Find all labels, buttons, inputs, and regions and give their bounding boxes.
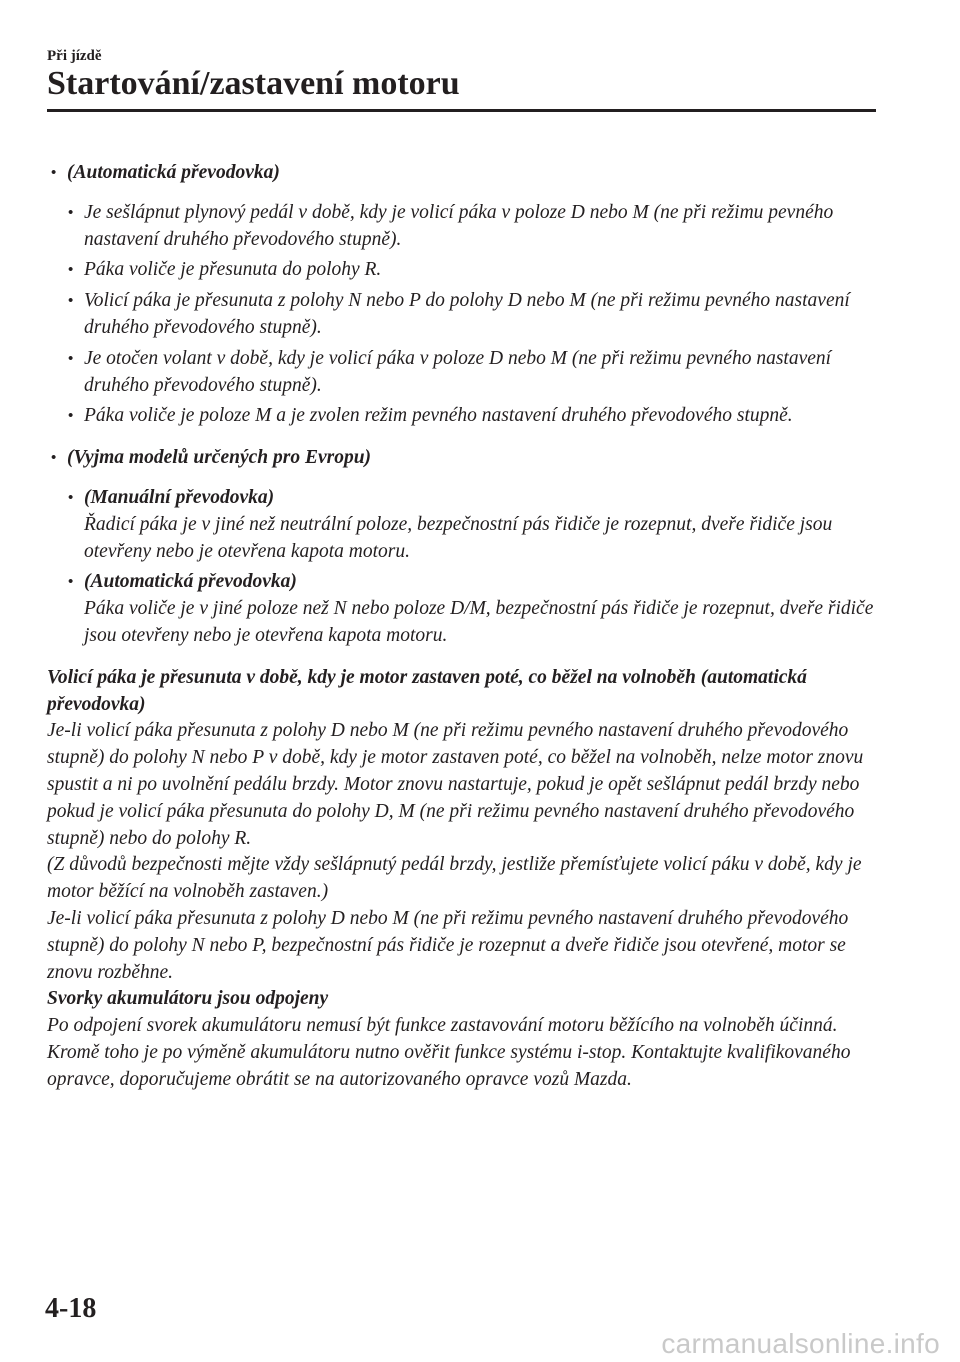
list-item-text: Je otočen volant v době, kdy je volicí páka v poloze D nebo M (ne při režimu pevného nastavení druhého převodového stupně). (84, 347, 832, 396)
paragraph: (Z důvodů bezpečnosti mějte vždy sešlápnutý pedál brzdy, jestliže přemísťujete volicí páku v době, kdy je motor běžící na volnoběh zastaven.) (47, 854, 862, 903)
group-heading: (Vyjma modelů určených pro Evropu) (67, 447, 372, 469)
bullet-icon: • (68, 489, 74, 506)
bullet-icon: • (51, 450, 57, 467)
list-item-text: Páka voliče je v jiné poloze než N nebo poloze D/M, bezpečnostní pás řidiče je rozepnut, dveře řidiče jsou otevřeny nebo je otevřena kapota motoru. (84, 598, 874, 646)
list-item-text: Páka voliče je přesunuta do polohy R. (84, 259, 382, 281)
paragraph: Po odpojení svorek akumulátoru nemusí být funkce zastavování motoru běžícího na volnoběh účinná. Kromě toho je po výměně akumulátoru nutno ověřit funkce systému i-stop. Kontaktujte kvalifikovaného opravce, doporučujeme obrátit se na autorizovaného opravce vozů Mazda. (47, 1015, 851, 1090)
bullet-icon: • (68, 262, 74, 279)
list-item (47, 200, 887, 254)
list-item-text: Řadicí páka je v jiné než neutrální poloze, bezpečnostní pás řidiče je rozepnut, dveře řidiče jsou otevřeny nebo je otevřena kapota motoru. (84, 513, 833, 562)
list-item-text: Páka voliče je poloze M a je zvolen režim pevného nastavení druhého převodového stupně. (84, 405, 793, 427)
list-item-text: Je sešlápnut plynový pedál v době, kdy je volicí páka v poloze D nebo M (ne při režimu pevného nastavení druhého převodového stupně). (84, 201, 834, 250)
content (47, 160, 887, 1094)
list-item (47, 403, 887, 430)
subgroup-heading: (Manuální převodovka) (84, 486, 275, 508)
list-item (47, 569, 887, 649)
section-heading: Volicí páka je přesunuta v době, kdy je motor zastaven poté, co běžel na volnoběh (automatická převodovka) (47, 666, 807, 715)
page-number: 4-18 (45, 1293, 97, 1324)
list-item (47, 445, 887, 472)
bullet-icon: • (68, 293, 74, 310)
page-title: Startování/zastavení motoru (47, 65, 460, 102)
bullet-icon: • (68, 204, 74, 221)
watermark: carmanualsonline.info (661, 1328, 940, 1359)
list-item-text: Volicí páka je přesunuta z polohy N nebo P do polohy D nebo M (ne při režimu pevného nastavení druhého převodového stupně). (84, 290, 850, 338)
paragraph: Je-li volicí páka přesunuta z polohy D nebo M (ne při režimu pevného nastavení druhého převodového stupně) do polohy N nebo P, bezpečnostní pás řidiče je rozepnut a dveře řidiče jsou otevřené, motor se znovu rozběhne. (47, 907, 849, 983)
list-item (47, 346, 887, 400)
list-item (47, 160, 887, 187)
title-rule (47, 109, 876, 112)
section-label: Při jízdě (47, 48, 102, 64)
section-heading: Svorky akumulátoru jsou odpojeny (47, 988, 329, 1010)
group-heading: (Automatická převodovka) (67, 162, 280, 183)
subgroup-heading: (Automatická převodovka) (84, 571, 297, 593)
bullet-icon: • (51, 165, 57, 181)
list-item (47, 485, 887, 565)
paragraph: Je-li volicí páka přesunuta z polohy D nebo M (ne při režimu pevného nastavení druhého převodového stupně) do polohy N nebo P v době, kdy je motor zastaven poté, co běžel na volnoběh, nelze motor znovu spustit a ni po uvolnění pedálu brzdy. Motor znovu nastartuje, pokud je opět sešlápnut pedál brzdy nebo pokud je volicí páka přesunuta do polohy D, M (ne při režimu pevného nastavení druhého převodového stupně) nebo do polohy R. (47, 720, 864, 849)
bullet-icon: • (68, 408, 74, 425)
bullet-icon: • (68, 350, 74, 367)
list-item (47, 288, 887, 342)
bullet-icon: • (68, 574, 74, 591)
list-item (47, 257, 887, 284)
